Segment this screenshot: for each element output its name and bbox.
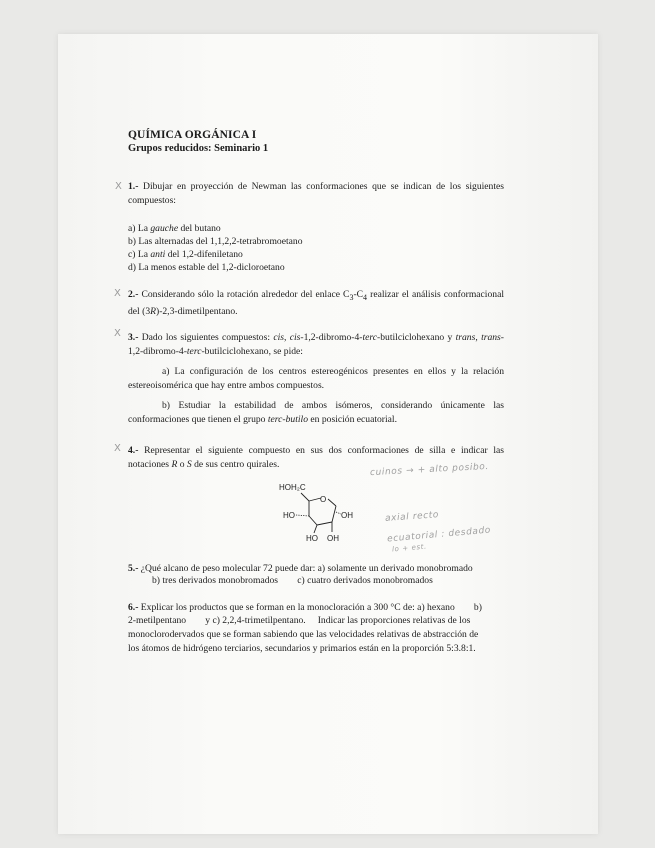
handwritten-x-mark-3: X <box>114 328 121 339</box>
question-3-part-a: a) La configuración de los centros estereogénicos presentes en ellos y la relación estereoisomérica que hay entre ambos compuestos. <box>128 366 504 392</box>
question-1-item-b: b) Las alternadas del 1,1,2,2-tetrabromoetano <box>128 236 303 247</box>
handwritten-note-2: axial recto <box>384 510 440 524</box>
handwritten-note-1: cuinos → + alto posibo. <box>369 461 490 479</box>
molecule-label-ring-o: O <box>320 495 327 504</box>
page-title: QUÍMICA ORGÁNICA I <box>128 129 257 141</box>
handwritten-x-mark-1: X <box>115 181 122 192</box>
question-4: 4.- Representar el siguiente compuesto en sus dos conformaciones de silla e indicar las notaciones R o S de sus centro quirales. <box>128 445 505 471</box>
question-6-line-2: 2-metilpentano y c) 2,2,4-trimetilpentano. Indicar las proporciones relativas de los <box>128 615 471 626</box>
molecule-label-oh-right: OH <box>341 511 353 520</box>
question-6-line-4: los átomos de hidrógeno terciarios, secundarios y primarios están en la proporción 5:3.8:1. <box>128 643 476 654</box>
question-2: 2.- Considerando sólo la rotación alrededor del enlace $C_3-C_4$ realizar el análisis conformacional del (3R)-2,3-dimetilpentano. <box>128 289 504 318</box>
molecule-label-oh-bottom: OH <box>327 534 339 543</box>
question-1-number: 1.- <box>128 181 139 192</box>
molecule-label-hoh2c: HOH₂C <box>279 483 306 492</box>
question-1-item-c: c) La anti del 1,2-difeniletano <box>128 249 243 260</box>
molecule-label-ho-bottom: HO <box>306 534 318 543</box>
handwritten-note-3: ecuatorial : desdado <box>386 525 492 545</box>
question-6-line-3: monoclorodervados que se forman sabiendo que las velocidades relativas de abstracción de <box>128 629 479 640</box>
question-1-item-d: d) La menos estable del 1,2-dicloroetano <box>128 262 285 273</box>
handwritten-note-4: lo + est. <box>391 542 428 554</box>
molecule-label-ho-left: HO <box>283 511 295 520</box>
question-3: 3.- Dado los siguientes compuestos: cis, cis-1,2-dibromo-4-terc-butilciclohexano y trans, trans-1,2-dibromo-4-terc-butilciclohexano, se pide: <box>128 332 504 358</box>
question-1-text: Dibujar en proyección de Newman las conformaciones que se indican de los siguientes compuestos: <box>128 181 504 207</box>
handwritten-x-mark-2: X <box>114 288 121 299</box>
question-6: 6.- Explicar los productos que se forman en la monocloración a 300 °C de: a) hexano b) <box>128 602 482 613</box>
question-1-item-a: a) La gauche del butano <box>128 223 221 234</box>
handwritten-x-mark-4: X <box>114 443 121 454</box>
paper-sheet <box>58 34 598 834</box>
page-subtitle: Grupos reducidos: Seminario 1 <box>128 143 269 154</box>
question-3-part-b: b) Estudiar la estabilidad de ambos isómeros, considerando únicamente las conformaciones que tienen el grupo terc-butilo en posición ecuatorial. <box>128 400 504 426</box>
question-5-line-2: b) tres derivados monobromados c) cuatro derivados monobromados <box>152 575 433 586</box>
question-1 <box>128 180 504 208</box>
question-5: 5.- ¿Qué alcano de peso molecular 72 puede dar: a) solamente un derivado monobromado <box>128 563 473 574</box>
pyranose-structure-diagram <box>275 478 375 544</box>
